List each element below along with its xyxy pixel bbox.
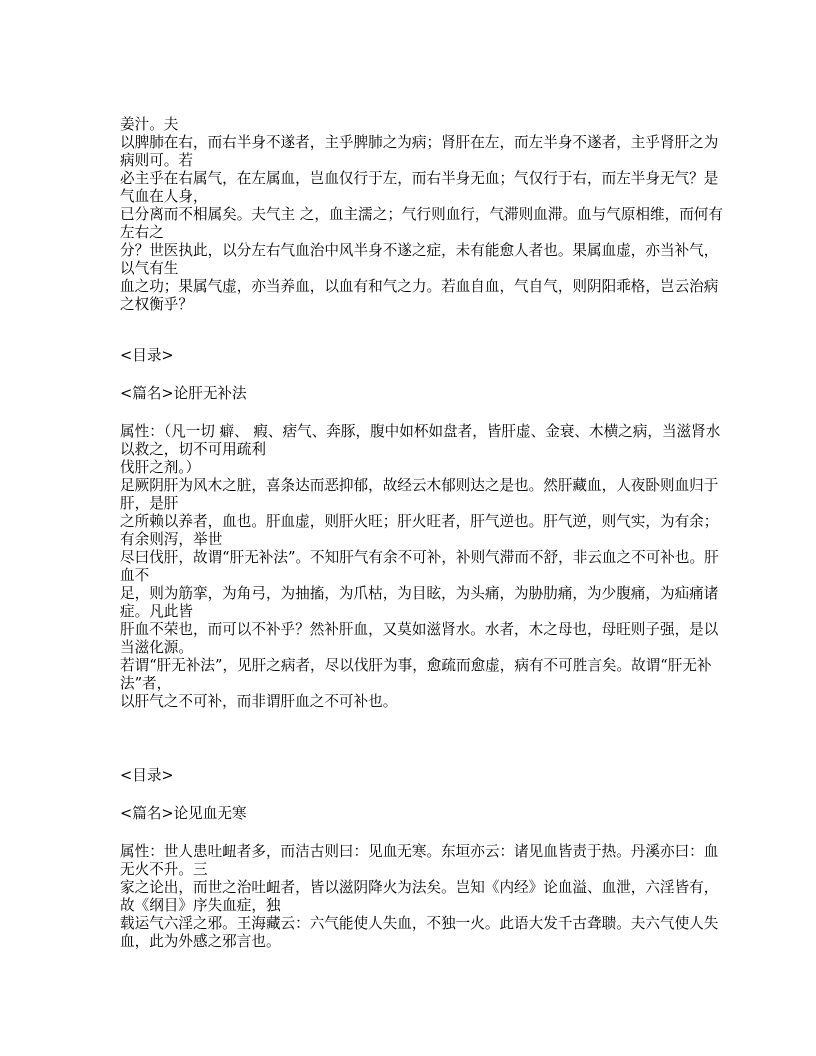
toc-link-2[interactable] xyxy=(120,767,720,785)
text-line: 肝，是肝 xyxy=(120,495,179,512)
text-line: 左右之 xyxy=(120,224,164,241)
chapter-body-2 xyxy=(120,843,720,951)
text-line: 伐肝之剂。） xyxy=(120,459,201,476)
chapter-title-2 xyxy=(120,805,720,823)
text-line: <篇名>论见血无寒 xyxy=(120,805,247,822)
text-line: 若谓“肝无补法”，见肝之病者，尽以伐肝为事，愈疏而愈虚，病有不可胜言矣。故谓“肝无补 xyxy=(120,657,712,674)
text-line: 病则可。若 xyxy=(120,152,193,169)
text-line: 肝血不荣也，而可以不补乎？然补肝血，又莫如滋肾水。水者，木之母也，母旺则子强，是以 xyxy=(120,621,719,638)
text-line: 载运气六淫之邪。王海藏云：六气能使人失血，不独一火。此语大发千古聋聩。夫六气使人失 xyxy=(120,915,719,932)
text-line: 有余则泻，举世 xyxy=(120,531,223,548)
chapter-title-1 xyxy=(120,385,720,403)
text-line: 法”者， xyxy=(120,675,172,692)
text-line: 之所赖以养者，血也。肝血虚，则肝火旺；肝火旺者，肝气逆也。肝气逆，则气实，为有余； xyxy=(120,513,719,530)
text-line: 姜汁。夫 xyxy=(120,116,179,133)
text-line: 血之功；果属气虚，亦当养血，以血有和气之力。若血自血，气自气，则阴阳乖格，岂云治病 xyxy=(120,278,719,295)
chapter-body-1 xyxy=(120,423,720,711)
text-line: 之权衡乎？ xyxy=(120,296,193,313)
text-line: 气血在人身， xyxy=(120,188,208,205)
text-line: 血不 xyxy=(120,567,150,584)
text-line: 足，则为筋挛，为角弓，为抽搐，为爪枯，为目眩，为头痛，为胁肋痛，为少腹痛，为疝痛诸 xyxy=(120,585,719,602)
text-line: 以脾肺在右，而右半身不遂者，主乎脾肺之为病；肾肝在左，而左半身不遂者，主乎肾肝之为 xyxy=(120,134,719,151)
text-line: 已分离而不相属矣。夫气主 之，血主濡之；气行则血行，气滞则血滞。血与气原相维，而何有 xyxy=(120,206,723,223)
text-line: 属性：（凡一切 癖、 瘕、痞气、奔豚，腹中如杯如盘者，皆肝虚、金衰、木横之病，当滋肾水 xyxy=(120,423,721,440)
text-line: 属性：世人患吐衄者多，而洁古则曰：见血无寒。东垣亦云：诸见血皆责于热。丹溪亦曰：血 xyxy=(120,843,719,860)
text-line: <篇名>论肝无补法 xyxy=(120,385,247,402)
text-line: 尽曰伐肝，故谓“肝无补法”。不知肝气有余不可补，补则气滞而不舒，非云血之不可补也。肝 xyxy=(120,549,719,566)
text-line: 分？世医执此，以分左右气血治中风半身不遂之症，未有能愈人者也。果属血虚，亦当补气， xyxy=(120,242,719,259)
text-line: 症。凡此皆 xyxy=(120,603,193,620)
text-line: 足厥阴肝为风木之脏，喜条达而恶抑郁，故经云木郁则达之是也。然肝藏血，人夜卧则血归于 xyxy=(120,477,719,494)
text-line: <目录> xyxy=(120,347,174,364)
text-line: 以肝气之不可补，而非谓肝血之不可补也。 xyxy=(120,693,398,710)
text-line: 家之论出，而世之治吐衄者，皆以滋阴降火为法矣。岂知《内经》论血溢、血泄，六淫皆有， xyxy=(120,879,719,896)
text-line: 故《纲目》序失血症，独 xyxy=(120,897,281,914)
text-line: 血，此为外感之邪言也。 xyxy=(120,933,281,950)
text-line: 当滋化源。 xyxy=(120,639,193,656)
text-line: <目录> xyxy=(120,767,174,784)
text-line: 无火不升。三 xyxy=(120,861,208,878)
continued-paragraph xyxy=(120,116,723,314)
text-line: 以救之，切不可用疏利 xyxy=(120,441,266,458)
toc-link-1[interactable] xyxy=(120,347,720,365)
text-line: 以气有生 xyxy=(120,260,179,277)
text-line: 必主乎在右属气，在左属血，岂血仅行于左，而右半身无血；气仅行于右，而左半身无气？是 xyxy=(120,170,719,187)
